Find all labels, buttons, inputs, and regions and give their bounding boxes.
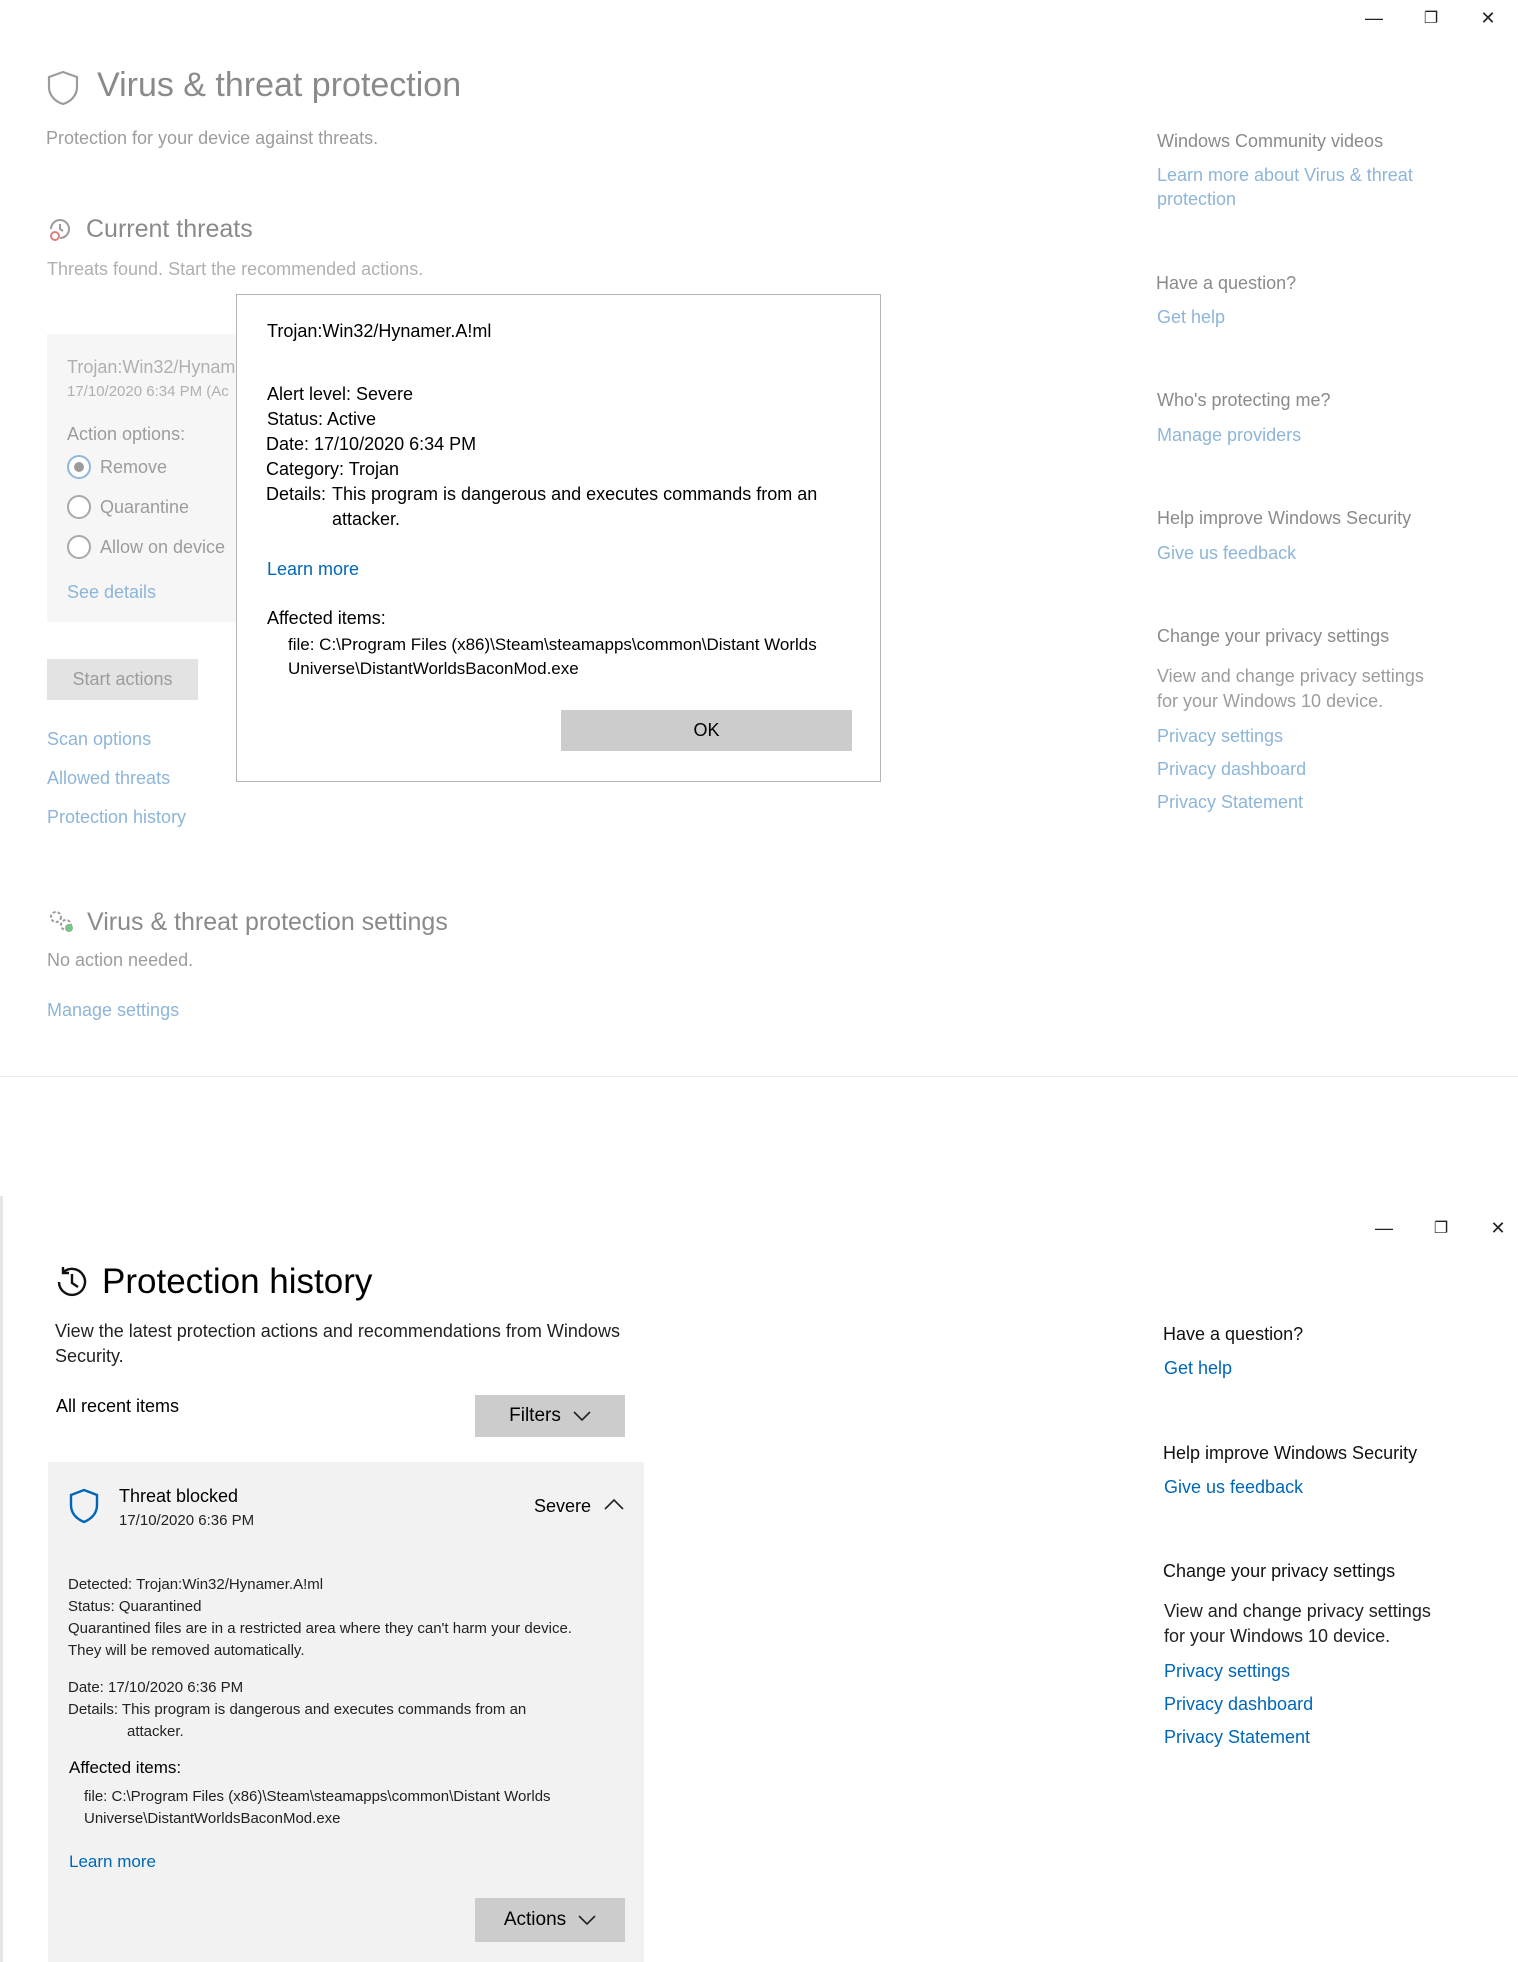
privacy-settings-link[interactable]: Privacy settings bbox=[1164, 1661, 1291, 1681]
severity-badge: Severe bbox=[534, 1496, 592, 1516]
close-button[interactable]: ✕ bbox=[1480, 7, 1496, 28]
question-heading: Have a question? bbox=[1156, 273, 1297, 293]
see-details-link[interactable]: See details bbox=[67, 582, 157, 602]
get-help-link[interactable]: Get help bbox=[1157, 307, 1226, 327]
privacy-dashboard-link[interactable]: Privacy dashboard bbox=[1164, 1694, 1314, 1714]
settings-status: No action needed. bbox=[47, 950, 194, 970]
chevron-down-icon bbox=[573, 1411, 591, 1421]
quarantine-radio[interactable] bbox=[67, 495, 91, 519]
privacy-settings-link[interactable]: Privacy settings bbox=[1157, 726, 1284, 746]
dialog-affected-label: Affected items: bbox=[267, 608, 386, 628]
manage-providers-link[interactable]: Manage providers bbox=[1157, 425, 1302, 445]
privacy-statement-link[interactable]: Privacy Statement bbox=[1164, 1727, 1311, 1747]
manage-settings-link[interactable]: Manage settings bbox=[47, 1000, 180, 1020]
quarantine-note-cont: They will be removed automatically. bbox=[68, 1642, 305, 1659]
all-recent-items-label: All recent items bbox=[56, 1396, 180, 1416]
privacy-text-cont: for your Windows 10 device. bbox=[1164, 1626, 1391, 1646]
minimize-button[interactable]: — bbox=[1375, 1217, 1393, 1238]
privacy-text-cont: for your Windows 10 device. bbox=[1157, 691, 1384, 711]
item-status: Status: Quarantined bbox=[68, 1598, 202, 1615]
current-threats-heading: Current threats bbox=[86, 215, 253, 243]
minimize-button[interactable]: — bbox=[1365, 7, 1383, 28]
scan-options-link[interactable]: Scan options bbox=[47, 729, 152, 749]
threat-history-icon bbox=[47, 216, 73, 242]
dialog-alert-level: Alert level: Severe bbox=[267, 384, 414, 404]
maximize-button[interactable]: ❐ bbox=[1423, 10, 1439, 27]
page-subtitle: Protection for your device against threats. bbox=[46, 128, 379, 148]
dialog-learn-more-link[interactable]: Learn more bbox=[267, 559, 360, 579]
maximize-button[interactable]: ❐ bbox=[1433, 1220, 1449, 1237]
chevron-down-icon bbox=[578, 1915, 596, 1925]
quarantine-label: Quarantine bbox=[100, 497, 190, 517]
threat-name: Trojan:Win32/Hynam bbox=[67, 357, 236, 377]
actions-label: Actions bbox=[503, 1909, 567, 1930]
item-title: Threat blocked bbox=[119, 1486, 239, 1506]
dialog-file-path-cont: Universe\DistantWorldsBaconMod.exe bbox=[288, 659, 579, 678]
threat-date: 17/10/2020 6:34 PM (Ac bbox=[67, 383, 229, 400]
threat-history-card[interactable] bbox=[48, 1462, 644, 1962]
close-button[interactable]: ✕ bbox=[1490, 1217, 1506, 1238]
protection-history-link[interactable]: Protection history bbox=[47, 807, 187, 827]
quarantine-note: Quarantined files are in a restricted area where they can't harm your device. bbox=[68, 1620, 572, 1637]
dialog-category: Category: Trojan bbox=[266, 459, 400, 479]
settings-heading: Virus & threat protection settings bbox=[87, 908, 448, 936]
privacy-heading: Change your privacy settings bbox=[1163, 1561, 1396, 1581]
shield-icon bbox=[68, 1488, 100, 1524]
dialog-details-label: Details: bbox=[266, 484, 327, 504]
item-details: Details: This program is dangerous and executes commands from an bbox=[68, 1701, 527, 1718]
feedback-link[interactable]: Give us feedback bbox=[1164, 1477, 1304, 1497]
dialog-details-cont: attacker. bbox=[332, 509, 401, 529]
allow-label: Allow on device bbox=[100, 537, 226, 557]
remove-label: Remove bbox=[100, 457, 168, 477]
page-title: Protection history bbox=[102, 1262, 373, 1301]
community-link-cont[interactable]: protection bbox=[1157, 189, 1237, 209]
action-options-label: Action options: bbox=[67, 424, 186, 444]
threats-status: Threats found. Start the recommended actions. bbox=[47, 259, 424, 279]
dialog-threat-name: Trojan:Win32/Hynamer.A!ml bbox=[267, 321, 492, 341]
chevron-up-icon[interactable] bbox=[604, 1498, 624, 1510]
learn-more-link[interactable]: Learn more bbox=[69, 1852, 156, 1871]
page-subtitle: View the latest protection actions and recommendations from Windows bbox=[55, 1321, 620, 1341]
item-date: 17/10/2020 6:36 PM bbox=[119, 1512, 255, 1529]
item-file-path: file: C:\Program Files (x86)\Steam\steamapps\common\Distant Worlds bbox=[84, 1788, 551, 1805]
privacy-text: View and change privacy settings bbox=[1164, 1601, 1431, 1621]
item-detected: Detected: Trojan:Win32/Hynamer.A!ml bbox=[68, 1576, 324, 1593]
improve-heading: Help improve Windows Security bbox=[1163, 1443, 1418, 1463]
allowed-threats-link[interactable]: Allowed threats bbox=[47, 768, 171, 788]
dialog-details: This program is dangerous and executes commands from an bbox=[332, 484, 818, 504]
history-clock-icon bbox=[54, 1264, 90, 1300]
item-file-path-cont: Universe\DistantWorldsBaconMod.exe bbox=[84, 1810, 341, 1827]
threat-details-dialog bbox=[236, 294, 881, 782]
feedback-link[interactable]: Give us feedback bbox=[1157, 543, 1297, 563]
privacy-heading: Change your privacy settings bbox=[1157, 626, 1390, 646]
privacy-dashboard-link[interactable]: Privacy dashboard bbox=[1157, 759, 1307, 779]
remove-radio[interactable] bbox=[67, 455, 91, 479]
shield-icon bbox=[46, 70, 80, 106]
page-subtitle-cont: Security. bbox=[55, 1346, 124, 1366]
filters-label: Filters bbox=[509, 1405, 561, 1426]
filters-button[interactable] bbox=[475, 1395, 625, 1437]
dialog-status: Status: Active bbox=[267, 409, 377, 429]
actions-button[interactable] bbox=[475, 1898, 625, 1942]
community-link[interactable]: Learn more about Virus & threat bbox=[1157, 165, 1413, 185]
privacy-text: View and change privacy settings bbox=[1157, 666, 1424, 686]
item-details-cont: attacker. bbox=[127, 1723, 184, 1740]
item-date-detail: Date: 17/10/2020 6:36 PM bbox=[68, 1679, 244, 1696]
get-help-link[interactable]: Get help bbox=[1164, 1358, 1233, 1378]
allow-radio[interactable] bbox=[67, 535, 91, 559]
affected-items-label: Affected items: bbox=[69, 1758, 182, 1777]
window-divider bbox=[0, 1076, 1518, 1077]
start-actions-button[interactable]: Start actions bbox=[47, 659, 198, 700]
protecting-heading: Who's protecting me? bbox=[1157, 390, 1331, 410]
page-title: Virus & threat protection bbox=[97, 66, 462, 104]
question-heading: Have a question? bbox=[1163, 1324, 1304, 1344]
dialog-date: Date: 17/10/2020 6:34 PM bbox=[266, 434, 477, 454]
settings-gear-icon bbox=[47, 909, 75, 933]
community-heading: Windows Community videos bbox=[1157, 131, 1384, 151]
improve-heading: Help improve Windows Security bbox=[1157, 508, 1412, 528]
ok-button[interactable]: OK bbox=[561, 710, 852, 751]
privacy-statement-link[interactable]: Privacy Statement bbox=[1157, 792, 1304, 812]
dialog-file-path: file: C:\Program Files (x86)\Steam\steamapps\common\Distant Worlds bbox=[288, 635, 817, 654]
